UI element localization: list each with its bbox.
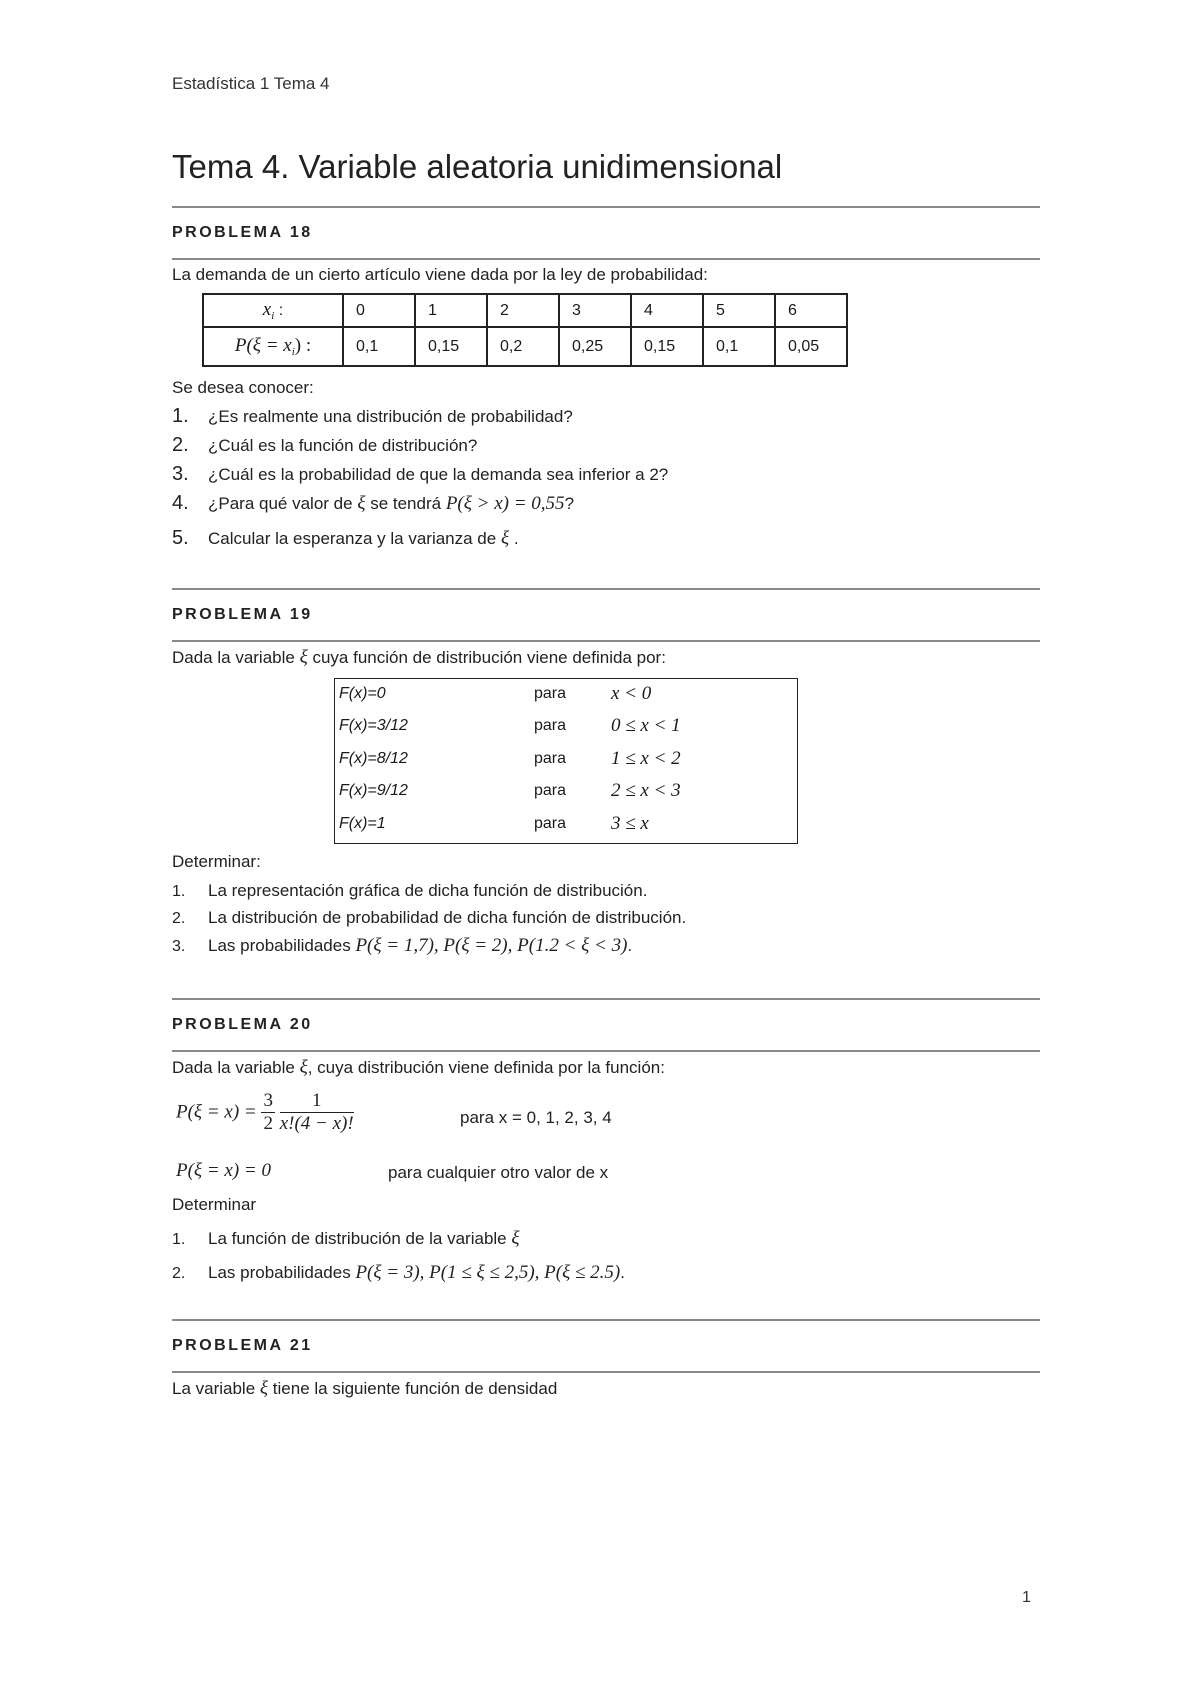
pi-cell: 0,05 — [775, 327, 847, 366]
list-item: 3. ¿Cuál es la probabilidad de que la demanda sea inferior a 2? — [172, 463, 669, 485]
page-number: 1 — [1022, 1589, 1031, 1606]
problem-18-heading: PROBLEMA 18 — [172, 224, 313, 241]
xi-cell: 3 — [559, 294, 631, 327]
problem-21-intro: La variable ξ tiene la siguiente función de densidad — [172, 1378, 558, 1399]
problem-19-lead: Determinar: — [172, 852, 261, 871]
problem-20-questions — [172, 1228, 625, 1289]
xi-cell: 6 — [775, 294, 847, 327]
running-header: Estadística 1 Tema 4 — [172, 74, 330, 93]
list-item: 2. Las probabilidades P(ξ = 3), P(1 ≤ ξ ≤ 2,5), P(ξ ≤ 2.5). — [172, 1262, 625, 1283]
function-row: F(x)=3/12 para 0 ≤ x < 1 — [339, 715, 681, 736]
pi-cell: 0,1 — [703, 327, 775, 366]
fraction: $\frac{3}{2}$ — [263, 1090, 273, 1134]
list-item: 1. ¿Es realmente una distribución de probabilidad? — [172, 405, 573, 427]
list-item: 2. La distribución de probabilidad de dicha función de distribución. — [172, 908, 687, 927]
problem-20-heading: PROBLEMA 20 — [172, 1016, 313, 1033]
pi-cell: 0,1 — [343, 327, 415, 366]
function-row: F(x)=8/12 para 1 ≤ x < 2 — [339, 748, 681, 769]
page-title: Tema 4. Variable aleatoria unidimensional — [172, 148, 783, 185]
function-row: F(x)=0 para x < 0 — [339, 683, 652, 704]
formula-zero-condition: para cualquier otro valor de x — [388, 1163, 609, 1182]
xi-cell: 2 — [487, 294, 559, 327]
section-divider — [172, 640, 1040, 642]
problem-19-intro: Dada la variable ξ cuya función de distribución viene definida por: — [172, 647, 666, 668]
section-divider — [172, 588, 1040, 590]
pi-cell: 0,15 — [415, 327, 487, 366]
section-divider — [172, 1050, 1040, 1052]
problem-20-lead: Determinar — [172, 1195, 257, 1214]
problem-21-heading: PROBLEMA 21 — [172, 1337, 313, 1354]
section-divider — [172, 998, 1040, 1000]
list-item: 1. La función de distribución de la variable ξ — [172, 1228, 520, 1249]
xi-cell: 0 — [343, 294, 415, 327]
fraction: $\frac{1}{x!(4 - x)!}$ — [279, 1090, 354, 1134]
list-item: 1. La representación gráfica de dicha función de distribución. — [172, 881, 648, 900]
xi-cell: 5 — [703, 294, 775, 327]
problem-18-questions — [172, 405, 668, 556]
problem-19-heading: PROBLEMA 19 — [172, 606, 313, 623]
pi-cell: 0,15 — [631, 327, 703, 366]
problem-18-lead: Se desea conocer: — [172, 378, 314, 397]
pi-cell: 0,2 — [487, 327, 559, 366]
problem-19-questions — [172, 881, 686, 962]
list-item: 2. ¿Cuál es la función de distribución? — [172, 434, 478, 456]
list-item: 4. ¿Para qué valor de ξ se tendrá P(ξ > x) = 0,55? — [172, 492, 575, 514]
function-row: F(x)=1 para 3 ≤ x — [339, 813, 649, 834]
problem-20-intro: Dada la variable ξ, cuya distribución viene definida por la función: — [172, 1057, 665, 1078]
probability-formula: P(ξ = x) = $\frac{3}{2}$ $\frac{1}{x!(4 - x)!}$ — [176, 1090, 354, 1134]
list-item: 3. Las probabilidades P(ξ = 1,7), P(ξ = 2), P(1.2 < ξ < 3). — [172, 935, 633, 956]
distribution-function-box — [334, 678, 798, 844]
pi-cell: 0,25 — [559, 327, 631, 366]
xi-cell: 4 — [631, 294, 703, 327]
section-divider — [172, 1371, 1040, 1373]
section-divider — [172, 258, 1040, 260]
xi-label-cell: $x_i$ : — [203, 294, 343, 327]
probability-formula-zero: P(ξ = x) = 0 — [176, 1160, 271, 1181]
section-divider — [172, 1319, 1040, 1321]
list-item: 5. Calcular la esperanza y la varianza de ξ . — [172, 527, 519, 549]
pi-label-cell: $P(\xi = x_i)$ : — [203, 327, 343, 366]
section-divider — [172, 206, 1040, 208]
function-row: F(x)=9/12 para 2 ≤ x < 3 — [339, 780, 681, 801]
problem-18-intro: La demanda de un cierto artículo viene dada por la ley de probabilidad: — [172, 265, 708, 284]
probability-table — [202, 293, 848, 367]
formula-condition: para x = 0, 1, 2, 3, 4 — [460, 1108, 612, 1127]
xi-cell: 1 — [415, 294, 487, 327]
